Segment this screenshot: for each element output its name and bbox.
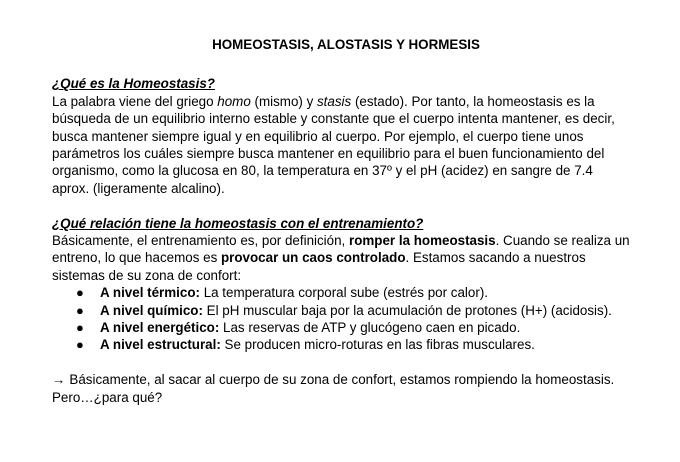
text-run: Básicamente, el entrenamiento es, por definición, [52,233,349,249]
document-title: HOMEOSTASIS, ALOSTASIS Y HORMESIS [212,37,480,52]
bullet-label: A nivel estructural: [100,337,221,353]
bold-phrase-romper: romper la homeostasis [349,233,496,249]
document-page [52,36,632,406]
text-run: . Estamos sacando a nuestros sistemas de su zona de confort: [52,250,586,283]
text-run: (estado). Por tanto, la homeostasis es la búsqueda de un equilibrio interno estable y constante que el cuerpo intenta mantener, es decir, busca mantener siempre igual y en equilibrio al cuerpo. Por ejemplo, el cuerpo tiene unos parámetros los cuáles siempre busca mantener en equilibrio para el buen funcionamiento del organismo, como la glucosa en 80, la temperatura en 37º y el pH (acidez) en sangre de 7.4 aprox. (ligeramente alcalino). [52,93,615,196]
blank-line [52,197,632,214]
paragraph-training [52,232,632,284]
section-heading-training: ¿Qué relación tiene la homeostasis con el entrenamiento? [52,215,424,231]
bullet-icon: ● [76,285,84,301]
italic-term-stasis: stasis [316,93,352,109]
section-heading-homeostasis: ¿Qué es la Homeostasis? [52,76,215,92]
paragraph-homeostasis-definition [52,93,632,197]
bullet-text: El pH muscular baja por la acumulación de protones (H+) (acidosis). [202,302,612,318]
bullet-icon: ● [76,320,84,336]
bullet-list [52,284,632,354]
bullet-text: Las reservas de ATP y glucógeno caen en picado. [219,320,521,336]
text-run: . Cuando se realiza un entreno, lo que hacemos es [52,233,630,266]
bullet-icon: ● [76,337,84,353]
bold-phrase-caos: provocar un caos controlado [220,250,406,266]
text-run: (mismo) y [250,93,317,109]
italic-term-homo: homo [217,93,251,109]
bullet-icon: ● [76,302,84,318]
bullet-text: La temperatura corporal sube (estrés por calor). [199,285,488,301]
bullet-text: Se producen micro-roturas en las fibras musculares. [220,337,535,353]
blank-line [52,354,632,371]
bullet-label: A nivel químico: [100,302,203,318]
text-run: La palabra viene del griego [52,93,218,109]
list-item [76,336,632,353]
list-item [76,284,632,301]
paragraph-closing [52,371,632,406]
list-item [76,319,632,336]
bullet-label: A nivel térmico: [100,285,200,301]
list-item [76,302,632,319]
bullet-label: A nivel energético: [100,320,220,336]
arrow-right-icon: → [52,372,66,388]
text-run: Básicamente, al sacar al cuerpo de su zona de confort, estamos rompiendo la homeostasis. Pero…¿para qué? [52,372,615,405]
